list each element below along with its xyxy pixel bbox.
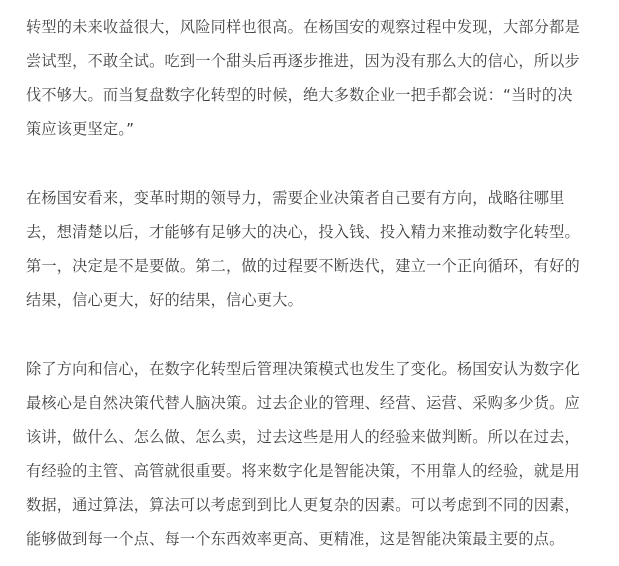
text-line: 除了方向和信心，在数字化转型后管理决策模式也发生了变化。杨国安认为数字化 (26, 360, 580, 378)
article-body (26, 10, 596, 556)
text-line: 能够做到每一个点、每一个东西效率更高、更精准，这是智能决策最主要的点。 (26, 530, 565, 548)
paragraph-3 (26, 352, 596, 556)
text-line: 伐不够大。而当复盘数字化转型的时候，绝大多数企业一把手都会说：“当时的决 (26, 86, 573, 104)
text-line: 该讲，做什么、怎么做、怎么卖，过去这些是用人的经验来做判断。所以在过去， (26, 428, 580, 446)
text-line: 最核心是自然决策代替人脑决策。过去企业的管理、经营、运营、采购多少货。应 (26, 394, 580, 412)
text-line: 有经验的主管、高管就很重要。将来数字化是智能决策，不用靠人的经验，就是用 (26, 462, 580, 480)
text-line: 尝试型，不敢全试。吃到一个甜头后再逐步推进，因为没有那么大的信心，所以步 (26, 52, 580, 70)
text-line: 第一，决定是不是要做。第二，做的过程要不断迭代，建立一个正向循环，有好的 (26, 257, 580, 275)
text-line: 数据，通过算法，算法可以考虑到到比人更复杂的因素。可以考虑到不同的因素， (26, 496, 580, 514)
text-line: 转型的未来收益很大，风险同样也很高。在杨国安的观察过程中发现，大部分都是 (26, 18, 580, 36)
text-line: 策应该更坚定。” (26, 120, 135, 138)
paragraph-2 (26, 181, 596, 317)
text-line: 在杨国安看来，变革时期的领导力，需要企业决策者自己要有方向，战略往哪里 (26, 189, 565, 207)
paragraph-1 (26, 10, 596, 146)
text-line: 结果，信心更大，好的结果，信心更大。 (26, 291, 303, 309)
text-line: 去，想清楚以后，才能够有足够大的决心，投入钱、投入精力来推动数字化转型。 (26, 223, 580, 241)
